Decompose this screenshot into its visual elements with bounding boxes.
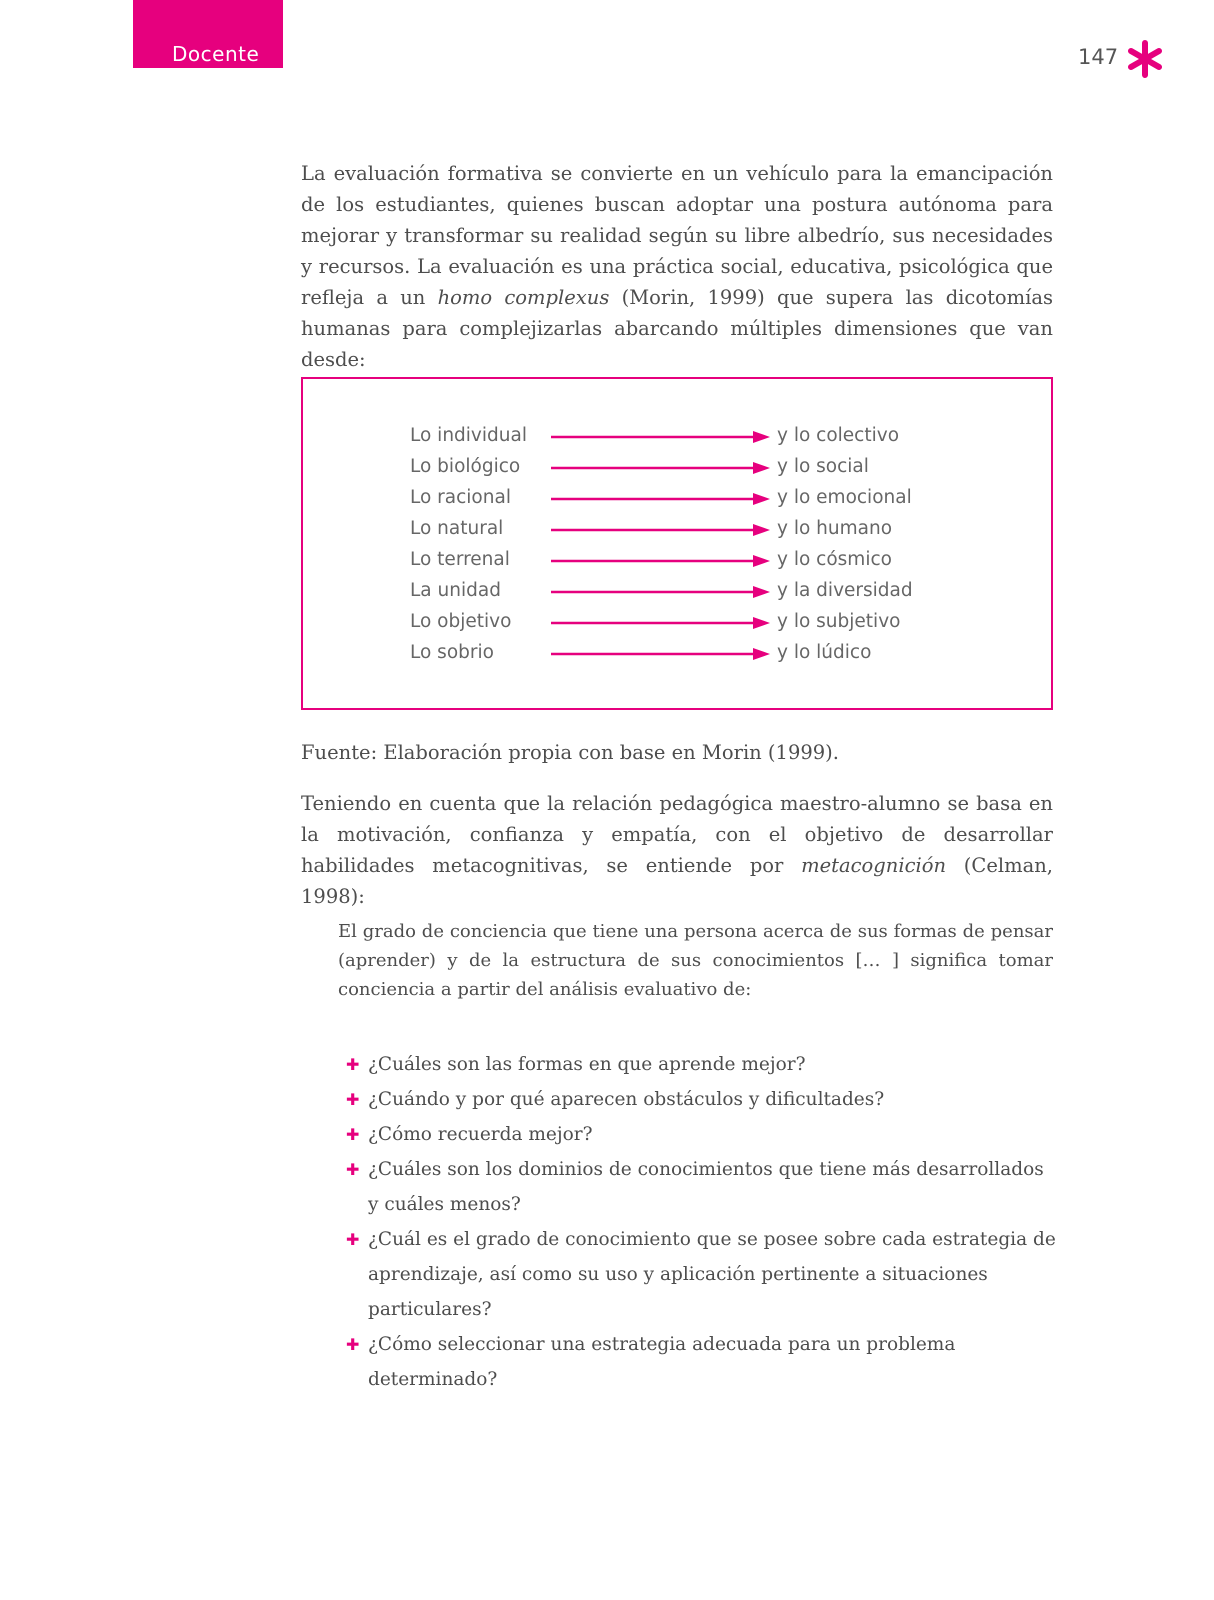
list-item-text: ¿Cuáles son las formas en que aprende mejor? — [368, 1054, 806, 1075]
arrow-icon — [551, 461, 771, 475]
diagram-row — [303, 546, 1051, 577]
diagram-row — [303, 608, 1051, 639]
list-item-text: ¿Cómo recuerda mejor? — [368, 1124, 593, 1145]
row-right-label: y lo lúdico — [777, 642, 872, 663]
list-item — [346, 1117, 1058, 1152]
row-right-label: y lo emocional — [777, 487, 912, 508]
list-item — [346, 1082, 1058, 1117]
page-number: 147 — [1078, 45, 1119, 69]
row-left-label: Lo individual — [410, 425, 527, 446]
row-right-label: y lo humano — [777, 518, 893, 539]
list-item — [346, 1047, 1058, 1082]
row-left-label: La unidad — [410, 580, 501, 601]
row-left-label: Lo objetivo — [410, 611, 512, 632]
row-left-label: Lo natural — [410, 518, 504, 539]
arrow-icon — [551, 492, 771, 506]
row-left-label: Lo terrenal — [410, 549, 510, 570]
row-right-label: y lo social — [777, 456, 869, 477]
list-item — [346, 1152, 1058, 1222]
row-right-label: y lo subjetivo — [777, 611, 901, 632]
list-item-text: ¿Cómo seleccionar una estrategia adecuada para un problema determinado? — [368, 1334, 956, 1390]
row-right-label: y la diversidad — [777, 580, 913, 601]
list-item-text: ¿Cuándo y por qué aparecen obstáculos y dificultades? — [368, 1089, 885, 1110]
plus-icon: ✚ — [346, 1090, 360, 1109]
arrow-icon — [551, 554, 771, 568]
arrow-icon — [551, 585, 771, 599]
italic-term: homo complexus — [437, 286, 610, 309]
diagram-row — [303, 422, 1051, 453]
diagram-row — [303, 484, 1051, 515]
block-quote: El grado de conciencia que tiene una persona acerca de sus formas de pensar (aprender) y de la estructura de sus conocimientos [… ] significa tomar conciencia a partir del análisis evaluativo de: — [338, 921, 1053, 1000]
diagram-row — [303, 639, 1051, 670]
list-item-text: ¿Cuáles son los dominios de conocimientos que tiene más desarrollados y cuáles menos? — [368, 1159, 1044, 1215]
list-item — [346, 1222, 1058, 1327]
row-left-label: Lo biológico — [410, 456, 521, 477]
question-list — [346, 1047, 1058, 1397]
row-right-label: y lo cósmico — [777, 549, 892, 570]
list-item-text: ¿Cuál es el grado de conocimiento que se posee sobre cada estrategia de aprendizaje, así como su uso y aplicación pertinente a situaciones particulares? — [368, 1229, 1056, 1320]
plus-icon: ✚ — [346, 1055, 360, 1074]
diagram-row — [303, 453, 1051, 484]
source-note: Fuente: Elaboración propia con base en Morin (1999). — [301, 741, 839, 764]
plus-icon: ✚ — [346, 1125, 360, 1144]
row-left-label: Lo sobrio — [410, 642, 494, 663]
section-tab — [133, 0, 283, 68]
section-label: Docente — [172, 42, 260, 66]
arrow-icon — [551, 523, 771, 537]
plus-icon: ✚ — [346, 1230, 360, 1249]
diagram-row — [303, 515, 1051, 546]
arrow-icon — [551, 430, 771, 444]
row-right-label: y lo colectivo — [777, 425, 900, 446]
arrow-icon — [551, 647, 771, 661]
metacognition-paragraph: Teniendo en cuenta que la relación pedagógica maestro-alumno se basa en la motivación, confianza y empatía, con el objetivo de desarrollar habilidades metacognitivas, se entiende por metacognición (Celman, 1998): — [301, 792, 1053, 908]
list-item — [346, 1327, 1058, 1397]
asterisk-icon — [1126, 40, 1164, 78]
dichotomies-diagram — [301, 377, 1053, 710]
row-left-label: Lo racional — [410, 487, 511, 508]
plus-icon: ✚ — [346, 1160, 360, 1179]
italic-term: metacognición — [801, 854, 947, 877]
plus-icon: ✚ — [346, 1335, 360, 1354]
arrow-icon — [551, 616, 771, 630]
diagram-row — [303, 577, 1051, 608]
intro-paragraph: La evaluación formativa se convierte en un vehículo para la emancipación de los estudiantes, quienes buscan adoptar una postura autónoma para mejorar y transformar su realidad según su libre albedrío, sus necesidades y recursos. La evaluación es una práctica social, educativa, psicológica que refleja a un homo complexus (Morin, 1999) que supera las dicotomías humanas para complejizarlas abarcando múltiples dimensiones que van desde: — [301, 162, 1054, 371]
